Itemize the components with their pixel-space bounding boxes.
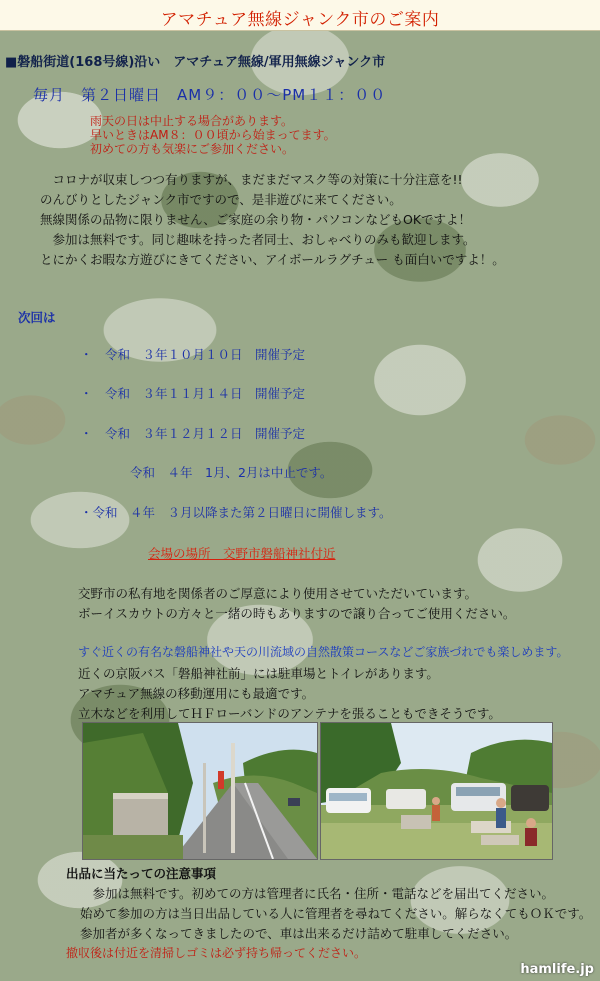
note-first-timers: 初めての方も気楽にご参加ください。 [90, 142, 295, 156]
venue-more-line: アマチュア無線の移動運用にも最適です。 [78, 686, 315, 701]
schedule-item: ・ 令和 ３年１０月１０日 開催予定 [80, 347, 306, 362]
schedule-line: 毎月 第２日曜日 AM９：００～PM１１：００ [33, 86, 387, 104]
venue-link[interactable]: 会場の場所 交野市磐船神社付近 [148, 546, 336, 561]
precaution-line: 始めて参加の方は当日出品している人に管理者を尋ねてください。解らなくてもＯＫです。 [80, 906, 592, 921]
schedule-item: 令和 ４年 1月、2月は中止です。 [130, 465, 333, 480]
precaution-line: 参加は無料です。初めての方は管理者に氏名・住所・電話などを届出てください。 [80, 886, 555, 901]
venue-blue-line: すぐ近くの有名な磐船神社や天の川流域の自然散策コースなどご家族づれでも楽しめます。 [78, 645, 569, 659]
schedule-item: ・令和 ４年 ３月以降また第２日曜日に開催します。 [80, 505, 392, 520]
schedule-item: ・ 令和 ３年１１月１４日 開催予定 [80, 386, 306, 401]
venue-more-line: 近くの京阪バス「磐船神社前」には駐車場とトイレがあります。 [78, 666, 439, 681]
precaution-line: 参加者が多くなってきましたので、車は出来るだけ詰めて駐車してください。 [80, 926, 518, 941]
precautions-title: 出品に当たっての注意事項 [66, 866, 217, 881]
title-bar [0, 0, 600, 31]
schedule-item: ・ 令和 ３年１２月１２日 開催予定 [80, 426, 306, 441]
intro-line: とにかくお暇な方遊びにきてください、アイボールラグチュー も面白いですよ！。 [40, 252, 505, 267]
venue-desc-line: ボーイスカウトの方々と一緒の時もありますので譲り合ってご使用ください。 [78, 606, 516, 621]
precaution-red-line: 撤収後は付近を清掃しゴミは必ず持ち帰ってください。 [66, 946, 367, 960]
page-title: アマチュア無線ジャンク市のご案内 [160, 10, 440, 30]
intro-line: のんびりとしたジャンク市ですので、是非遊びに来てください。 [40, 192, 402, 207]
market-photo [320, 722, 553, 860]
note-rain: 雨天の日は中止する場合があります。 [90, 114, 294, 128]
watermark-logo: hamlife.jp [520, 962, 594, 977]
road-photo [82, 722, 318, 860]
venue-more-line: 立木などを利用してＨＦローバンドのアンテナを張ることもできそうです。 [78, 706, 501, 721]
intro-line: 無線関係の品物に限りません、ご家庭の余り物・パソコンなどもOKですよ！ [40, 212, 472, 227]
note-early: 早いときはAM８：００頃から始まってます。 [90, 128, 336, 142]
venue-desc-line: 交野市の私有地を関係者のご厚意により使用させていただいています。 [78, 586, 478, 601]
next-label: 次回は [18, 310, 56, 325]
intro-line: 参加は無料です。同じ趣味を持った者同士、おしゃべりのみも歓迎します。 [40, 232, 476, 247]
event-heading: ■磐船街道(168号線)沿い アマチュア無線/軍用無線ジャンク市 [5, 55, 386, 70]
intro-line: コロナが収束しつつ有りますが、まだまだマスク等の対策に十分注意を!! [40, 172, 463, 187]
